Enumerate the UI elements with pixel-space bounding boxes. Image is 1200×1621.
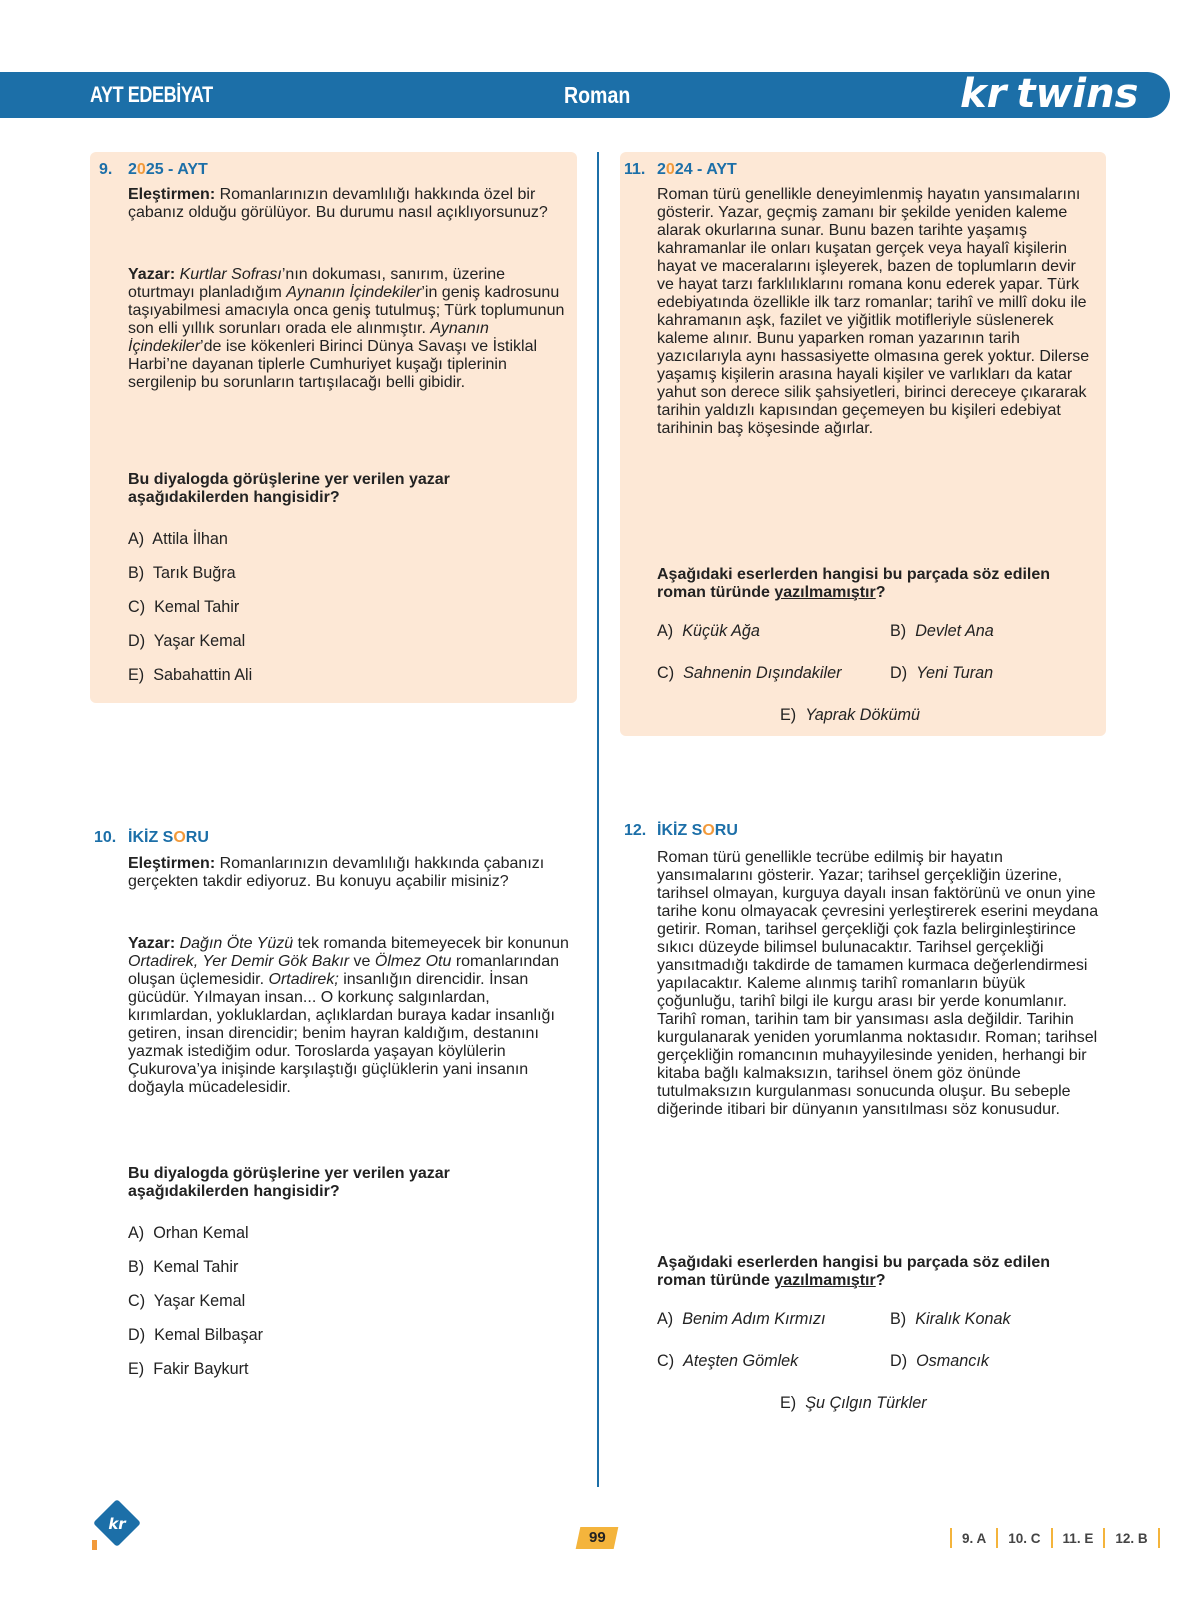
- question-9-option-c[interactable]: C) Kemal Tahir: [128, 598, 240, 616]
- question-9-option-a[interactable]: A) Attila İlhan: [128, 530, 228, 548]
- question-12-option-c[interactable]: C) Ateşten Gömlek: [657, 1352, 799, 1370]
- question-12-number: 12.: [624, 822, 647, 839]
- question-9-stem: Bu diyalogda görüşlerine yer verilen yazar aşağıdakilerden hangisidir?: [128, 471, 450, 506]
- answer-separator: [1051, 1528, 1053, 1548]
- brand-kr: kr: [960, 71, 1007, 117]
- question-12-tag: İKİZ SORU: [657, 822, 738, 839]
- answer-key: [940, 1528, 1170, 1548]
- question-10-number: 10.: [94, 829, 117, 846]
- footer-logo-icon: [90, 1500, 142, 1552]
- answer-separator: [1158, 1528, 1160, 1548]
- question-10-option-d[interactable]: D) Kemal Bilbaşar: [128, 1326, 263, 1344]
- brand-twins: twins: [1016, 71, 1139, 117]
- question-9-option-b[interactable]: B) Tarık Buğra: [128, 564, 236, 582]
- question-12-option-a[interactable]: A) Benim Adım Kırmızı: [657, 1310, 826, 1328]
- footer-logo-text: kr: [108, 1515, 126, 1533]
- question-10-option-b[interactable]: B) Kemal Tahir: [128, 1258, 239, 1276]
- question-10-option-e[interactable]: E) Fakir Baykurt: [128, 1360, 249, 1378]
- question-9-option-d[interactable]: D) Yaşar Kemal: [128, 632, 246, 650]
- question-11-passage: Roman türü genellikle deneyimlenmiş hayatın yansımalarını gösterir. Yazar, geçmiş zamanı bir şekilde yeniden kaleme alarak okurlarına sunar. Bunu bazen tarihte yaşamış kahramanlar ile onları kuşatan gerçek veya hayalî kişilerin hayat ve maceralarını işleyerek, bazen de toplumların devir ve hayat tarzı farklılıklarını romana konu ederek yapar. Türk edebiyatında özellikle ilk tarz romanlar; tarihî ve millî doku ile kahramanın aşk, fazilet ve yiğitlik motifleriyle süslenerek kaleme alınır. Bunu yaparken roman yazarının tarih yazıcılarıyla aynı hassasiyette olmasına gerek yoktur. Dilerse yaşamış kişilerin arasına hayali kişiler ve varlıkları da katar yahut son derece silik şahsiyetleri, birinci dereceye çıkararak tarihin yaldızlı kapısından geçemeyen bu kişileri edebiyat tarihinin baş köşesinde ağırlar.: [657, 186, 1090, 437]
- question-11-number: 11.: [624, 161, 646, 178]
- answer-separator: [1103, 1528, 1105, 1548]
- answer-separator: [950, 1528, 952, 1548]
- question-12-stem: Aşağıdaki eserlerden hangisi bu parçada söz edilen roman türünde yazılmamıştır?: [657, 1254, 1051, 1289]
- answer-11: 11. E: [1062, 1530, 1094, 1546]
- header-bar: [0, 72, 1170, 118]
- question-11-tag: 2024 - AYT: [657, 161, 737, 178]
- chapter-title: Roman: [564, 82, 631, 108]
- question-9-option-e[interactable]: E) Sabahattin Ali: [128, 666, 253, 684]
- answer-separator: [996, 1528, 998, 1548]
- question-11-stem: Aşağıdaki eserlerden hangisi bu parçada söz edilen roman türünde yazılmamıştır?: [657, 566, 1051, 601]
- question-12-option-b[interactable]: B) Kiralık Konak: [890, 1310, 1011, 1328]
- question-12-option-e[interactable]: E) Şu Çılgın Türkler: [780, 1394, 927, 1412]
- question-11-option-d[interactable]: D) Yeni Turan: [890, 664, 994, 682]
- question-9-tag: 2025 - AYT: [128, 161, 208, 178]
- question-10-author: Yazar: Dağın Öte Yüzü tek romanda bitemeyecek bir konunun Ortadirek, Yer Demir Gök Bakır ve Ölmez Otu romanlarından oluşan üçlemesidir. Ortadirek; insanlığın direncidir. İnsan gücüdür. Yılmayan insan... O korkunç salgınlardan, kırımlardan, yokluklardan, açlıklardan buraya kadar insanlığı getiren, insan direncidir; benim hayran kaldığım, destanını yazmak istediğim odur. Toroslarda yaşayan köylülerin Çukurova’ya inişinde karşılaştığı güçlüklerin yani insanın doğayla mücadelesidir.: [128, 935, 569, 1096]
- question-11-option-c[interactable]: C) Sahnenin Dışındakiler: [657, 664, 842, 682]
- subject-title: AYT EDEBİYAT: [90, 82, 213, 107]
- question-9-box: [90, 152, 577, 703]
- question-12-option-d[interactable]: D) Osmancık: [890, 1352, 989, 1370]
- question-11-option-b[interactable]: B) Devlet Ana: [890, 622, 994, 640]
- column-divider: [597, 152, 599, 1487]
- question-12-passage: Roman türü genellikle tecrübe edilmiş bir hayatın yansımalarını gösterir. Yazar; tarihsel gerçekliğin üzerine, tarihsel olmayan, kurguya dayalı insan faktörünü ve onun yine tarihe konu olmayacak çevresini yerleştirerek eserini meydana getirir. Roman, tarihsel gerçekliği çok fazla belirginleştirince sıkıcı düzeyde bilimsel bulunacaktır. Tarihsel gerçekliği yansıtmadığı takdirde de tamamen kurmaca değerlendirmesi yapılacaktır. Kaleme alınmış tarihî romanların büyük çoğunluğu, tarihî bilgi ile kurgu arası bir yerde konumlanır. Tarihî roman, tarihin tam bir yansıması asla değildir. Tarihin kurgulanarak yeniden yorumlanma noktasıdır. Roman; tarihsel gerçekliğin romancının muhayyilesinde yeniden, herhangi bir kitaba bağlı kalmaksızın, tarihsel önem göz önünde tutulmaksızın kurgulanması sonucunda oluşur. Bu sebeple diğerinde itibari bir dünyanın yansıtılması söz konusudur.: [657, 849, 1099, 1118]
- question-9-critic: Eleştirmen: Romanlarınızın devamlılığı hakkında özel bir çabanız olduğu görülüyor. Bu durumu nasıl açıklıyorsunuz?: [128, 186, 548, 221]
- answer-10: 10. C: [1008, 1530, 1041, 1546]
- question-10-stem: Bu diyalogda görüşlerine yer verilen yazar aşağıdakilerden hangisidir?: [128, 1165, 450, 1200]
- question-10-tag: İKİZ SORU: [128, 829, 209, 846]
- question-10-critic: Eleştirmen: Romanlarınızın devamlılığı hakkında çabanızı gerçekten takdir ediyoruz. Bu konuyu açabilir misiniz?: [128, 855, 545, 890]
- question-11-option-e[interactable]: E) Yaprak Dökümü: [780, 706, 921, 724]
- page-number: 99: [576, 1527, 619, 1549]
- question-9-author: Yazar: Kurtlar Sofrası’nın dokuması, sanırım, üzerine oturtmayı planladığım Aynanın İçindekiler’in geniş kadrosunu taşıyabilmesi amacıyla onca geniş tutulmuş; Türk toplumunun son elli yıllık sorunları orada ele alınmıştır. Aynanın İçindekiler’de ise kökenleri Birinci Dünya Savaşı ve İstiklal Harbi’ne dayanan tiplerle Cumhuriyet kuşağı tiplerinin sergilenip bu sorunların tartışılacağı belli gibidir.: [128, 266, 565, 391]
- answer-12: 12. B: [1115, 1530, 1148, 1546]
- question-10-option-c[interactable]: C) Yaşar Kemal: [128, 1292, 246, 1310]
- question-11-option-a[interactable]: A) Küçük Ağa: [657, 622, 760, 640]
- brand-logo: [960, 70, 1138, 116]
- question-10-option-a[interactable]: A) Orhan Kemal: [128, 1224, 249, 1242]
- answer-9: 9. A: [962, 1530, 987, 1546]
- question-9-number: 9.: [99, 161, 113, 178]
